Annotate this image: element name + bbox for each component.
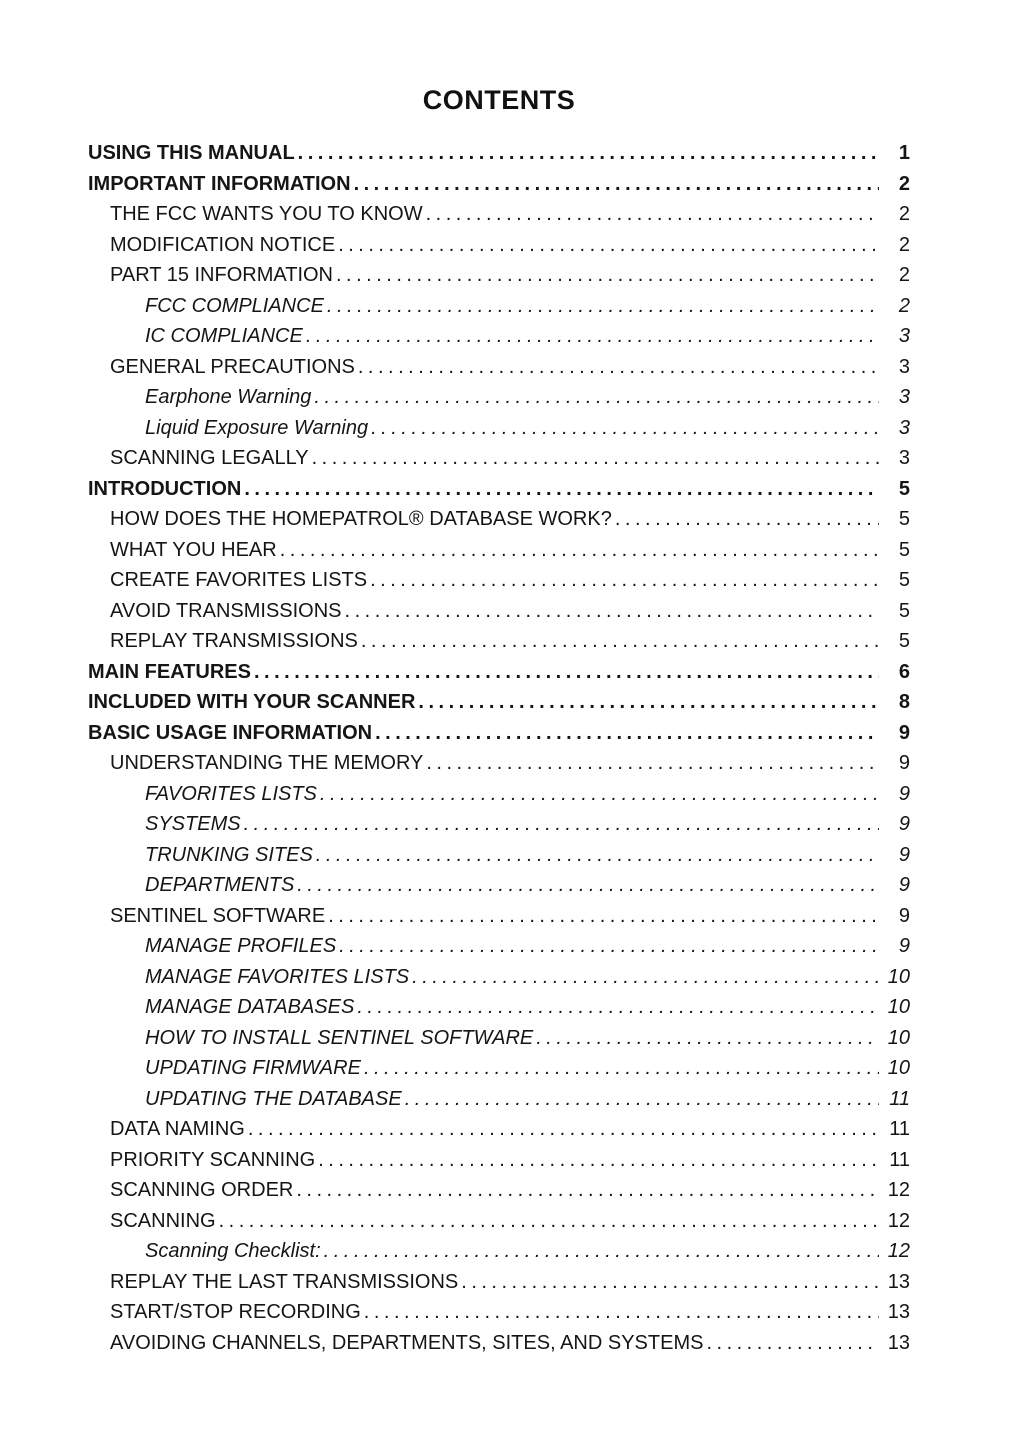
toc-dot-leader bbox=[244, 809, 879, 840]
toc-page-number: 10 bbox=[887, 996, 910, 1018]
toc-dot-leader bbox=[364, 1297, 879, 1328]
toc-entry-label: UNDERSTANDING THE MEMORY bbox=[110, 752, 424, 774]
toc-entry bbox=[88, 443, 910, 474]
toc-entry-label: HOW DOES THE HOMEPATROL® DATABASE WORK? bbox=[110, 508, 612, 530]
toc-entry bbox=[88, 504, 910, 535]
toc-dot-leader bbox=[306, 321, 879, 352]
toc-entry bbox=[88, 352, 910, 383]
toc-entry bbox=[88, 1267, 910, 1298]
toc-page-number: 9 bbox=[898, 721, 910, 744]
toc-entry-label: SENTINEL SOFTWARE bbox=[110, 904, 326, 927]
toc-dot-leader bbox=[244, 474, 879, 505]
toc-entry-label: AVOIDING CHANNELS, DEPARTMENTS, SITES, AND SYSTEMS bbox=[110, 1331, 704, 1354]
toc-page-number: 2 bbox=[898, 294, 910, 317]
toc-entry-label: FAVORITES LISTS bbox=[145, 782, 317, 805]
toc-entry bbox=[88, 901, 910, 932]
toc-page-number: 5 bbox=[898, 569, 910, 591]
toc-dot-leader bbox=[327, 291, 879, 322]
toc-entry bbox=[88, 413, 910, 444]
toc-page-number: 9 bbox=[898, 782, 910, 805]
toc-entry bbox=[88, 1114, 910, 1145]
toc-dot-leader bbox=[314, 382, 879, 413]
toc-dot-leader bbox=[615, 504, 879, 535]
toc-dot-leader bbox=[357, 992, 879, 1023]
toc-entry bbox=[88, 199, 910, 230]
toc-dot-leader bbox=[370, 565, 879, 596]
toc-dot-leader bbox=[312, 443, 879, 474]
toc-page-number: 13 bbox=[887, 1270, 910, 1293]
toc-entry bbox=[88, 870, 910, 901]
toc-entry-label: MODIFICATION NOTICE bbox=[110, 233, 336, 256]
toc-entry bbox=[88, 1084, 910, 1115]
toc-entry bbox=[88, 382, 910, 413]
toc-page-number: 3 bbox=[898, 447, 910, 469]
toc-page-number: 12 bbox=[887, 1179, 910, 1201]
toc-entry-label: Scanning Checklist: bbox=[145, 1240, 321, 1262]
toc-entry bbox=[88, 748, 910, 779]
toc-page-number: 10 bbox=[887, 1057, 910, 1079]
toc-dot-leader bbox=[371, 413, 879, 444]
toc-page-number: 13 bbox=[887, 1301, 910, 1323]
toc-page-number: 13 bbox=[887, 1331, 910, 1354]
toc-page-number: 2 bbox=[898, 233, 910, 256]
toc-page-number: 3 bbox=[898, 355, 910, 378]
toc-entry bbox=[88, 1175, 910, 1206]
toc-dot-leader bbox=[316, 840, 879, 871]
toc-entry-label: FCC COMPLIANCE bbox=[145, 294, 324, 317]
toc-entry bbox=[88, 169, 910, 200]
toc-dot-leader bbox=[426, 199, 879, 230]
toc-entry-label: IMPORTANT INFORMATION bbox=[88, 172, 351, 195]
toc-dot-leader bbox=[706, 1328, 879, 1359]
toc-entry-label: UPDATING THE DATABASE bbox=[145, 1087, 402, 1110]
toc-page-number: 10 bbox=[887, 965, 910, 988]
toc-entry bbox=[88, 1145, 910, 1176]
toc-page-number: 5 bbox=[898, 599, 910, 622]
toc-dot-leader bbox=[254, 657, 879, 688]
toc-entry bbox=[88, 565, 910, 596]
toc-entry-label: Earphone Warning bbox=[145, 386, 312, 408]
toc-entry bbox=[88, 1206, 910, 1237]
toc-page-number: 5 bbox=[898, 508, 910, 530]
toc-dot-leader bbox=[318, 1145, 879, 1176]
toc-dot-leader bbox=[297, 870, 879, 901]
toc-entry-label: MANAGE PROFILES bbox=[145, 935, 337, 957]
toc-entry-label: MANAGE DATABASES bbox=[145, 996, 355, 1018]
toc-entry-label: SYSTEMS bbox=[145, 813, 241, 835]
toc-page-number: 9 bbox=[898, 752, 910, 774]
toc-dot-leader bbox=[339, 931, 879, 962]
toc-page-number: 9 bbox=[898, 874, 910, 896]
toc-dot-leader bbox=[412, 962, 879, 993]
toc-page-number: 8 bbox=[898, 691, 910, 713]
toc-list bbox=[88, 138, 910, 1358]
toc-dot-leader bbox=[320, 779, 879, 810]
toc-entry-label: SCANNING ORDER bbox=[110, 1179, 294, 1201]
toc-entry-label: PART 15 INFORMATION bbox=[110, 264, 333, 286]
toc-entry-label: INCLUDED WITH YOUR SCANNER bbox=[88, 691, 416, 713]
toc-dot-leader bbox=[358, 352, 879, 383]
toc-entry bbox=[88, 992, 910, 1023]
toc-dot-leader bbox=[364, 1053, 879, 1084]
toc-entry bbox=[88, 687, 910, 718]
toc-entry-label: SCANNING LEGALLY bbox=[110, 447, 309, 469]
toc-entry-label: USING THIS MANUAL bbox=[88, 142, 295, 164]
toc-page-number: 5 bbox=[898, 477, 910, 500]
toc-entry bbox=[88, 291, 910, 322]
toc-page-number: 12 bbox=[887, 1209, 910, 1232]
toc-entry-label: AVOID TRANSMISSIONS bbox=[110, 599, 342, 622]
toc-entry-label: TRUNKING SITES bbox=[145, 843, 313, 866]
toc-page-number: 11 bbox=[889, 1148, 910, 1171]
toc-entry-label: CREATE FAVORITES LISTS bbox=[110, 569, 368, 591]
toc-page-number: 3 bbox=[898, 416, 910, 439]
toc-entry bbox=[88, 474, 910, 505]
toc-entry-label: MAIN FEATURES bbox=[88, 660, 251, 683]
toc-page-number: 6 bbox=[898, 660, 910, 683]
toc-page-number: 3 bbox=[898, 386, 910, 408]
toc-dot-leader bbox=[298, 138, 879, 169]
toc-entry-label: HOW TO INSTALL SENTINEL SOFTWARE bbox=[145, 1026, 534, 1049]
toc-page-number: 9 bbox=[898, 904, 910, 927]
toc-dot-leader bbox=[328, 901, 879, 932]
toc-page-number: 5 bbox=[898, 538, 910, 561]
toc-entry-label: UPDATING FIRMWARE bbox=[145, 1057, 361, 1079]
toc-page-number: 2 bbox=[898, 172, 910, 195]
toc-entry-label: DEPARTMENTS bbox=[145, 874, 295, 896]
toc-entry bbox=[88, 1023, 910, 1054]
toc-entry-label: REPLAY THE LAST TRANSMISSIONS bbox=[110, 1270, 459, 1293]
toc-entry-label: SCANNING bbox=[110, 1209, 216, 1232]
toc-entry bbox=[88, 260, 910, 291]
toc-dot-leader bbox=[375, 718, 879, 749]
toc-page-number: 3 bbox=[898, 325, 910, 347]
toc-dot-leader bbox=[219, 1206, 879, 1237]
toc-entry bbox=[88, 779, 910, 810]
toc-page-number: 12 bbox=[887, 1240, 910, 1262]
toc-entry bbox=[88, 931, 910, 962]
toc-page-number: 9 bbox=[898, 843, 910, 866]
toc-page-number: 11 bbox=[889, 1087, 910, 1110]
toc-dot-leader bbox=[336, 260, 879, 291]
page-title: CONTENTS bbox=[422, 85, 576, 115]
toc-dot-leader bbox=[354, 169, 879, 200]
toc-entry bbox=[88, 1236, 910, 1267]
toc-page-number: 11 bbox=[889, 1118, 910, 1140]
toc-dot-leader bbox=[418, 687, 879, 718]
toc-dot-leader bbox=[280, 535, 879, 566]
toc-entry-label: Liquid Exposure Warning bbox=[145, 416, 369, 439]
toc-entry-label: THE FCC WANTS YOU TO KNOW bbox=[110, 203, 423, 225]
toc-dot-leader bbox=[361, 626, 879, 657]
toc-dot-leader bbox=[536, 1023, 879, 1054]
toc-page-number: 2 bbox=[898, 264, 910, 286]
toc-page-number: 2 bbox=[898, 203, 910, 225]
toc-dot-leader bbox=[296, 1175, 879, 1206]
toc-page-number: 1 bbox=[898, 142, 910, 164]
toc-entry bbox=[88, 809, 910, 840]
toc-entry bbox=[88, 1053, 910, 1084]
toc-entry-label: INTRODUCTION bbox=[88, 477, 242, 500]
toc-entry-label: WHAT YOU HEAR bbox=[110, 538, 277, 561]
toc-entry-label: START/STOP RECORDING bbox=[110, 1301, 361, 1323]
toc-entry bbox=[88, 626, 910, 657]
toc-page-number: 9 bbox=[898, 935, 910, 957]
toc-entry-label: IC COMPLIANCE bbox=[145, 325, 303, 347]
toc-dot-leader bbox=[461, 1267, 879, 1298]
toc-entry-label: GENERAL PRECAUTIONS bbox=[110, 355, 355, 378]
toc-entry bbox=[88, 535, 910, 566]
toc-page-number: 10 bbox=[887, 1026, 910, 1049]
toc-entry bbox=[88, 321, 910, 352]
toc-entry bbox=[88, 230, 910, 261]
toc-entry bbox=[88, 962, 910, 993]
toc-entry bbox=[88, 657, 910, 688]
toc-dot-leader bbox=[324, 1236, 879, 1267]
toc-dot-leader bbox=[345, 596, 879, 627]
toc-entry bbox=[88, 718, 910, 749]
toc-page-number: 9 bbox=[898, 813, 910, 835]
toc-entry bbox=[88, 840, 910, 871]
toc-entry bbox=[88, 1297, 910, 1328]
toc-entry-label: BASIC USAGE INFORMATION bbox=[88, 721, 373, 744]
toc-dot-leader bbox=[426, 748, 879, 779]
toc-entry bbox=[88, 1328, 910, 1359]
toc-entry-label: DATA NAMING bbox=[110, 1118, 245, 1140]
toc-dot-leader bbox=[248, 1114, 879, 1145]
toc-dot-leader bbox=[405, 1084, 879, 1115]
toc-entry bbox=[88, 596, 910, 627]
toc-dot-leader bbox=[338, 230, 879, 261]
toc-entry-label: REPLAY TRANSMISSIONS bbox=[110, 630, 358, 652]
toc-entry-label: PRIORITY SCANNING bbox=[110, 1148, 316, 1171]
toc-entry-label: MANAGE FAVORITES LISTS bbox=[145, 965, 410, 988]
toc-page-number: 5 bbox=[898, 630, 910, 652]
toc-entry bbox=[88, 138, 910, 169]
